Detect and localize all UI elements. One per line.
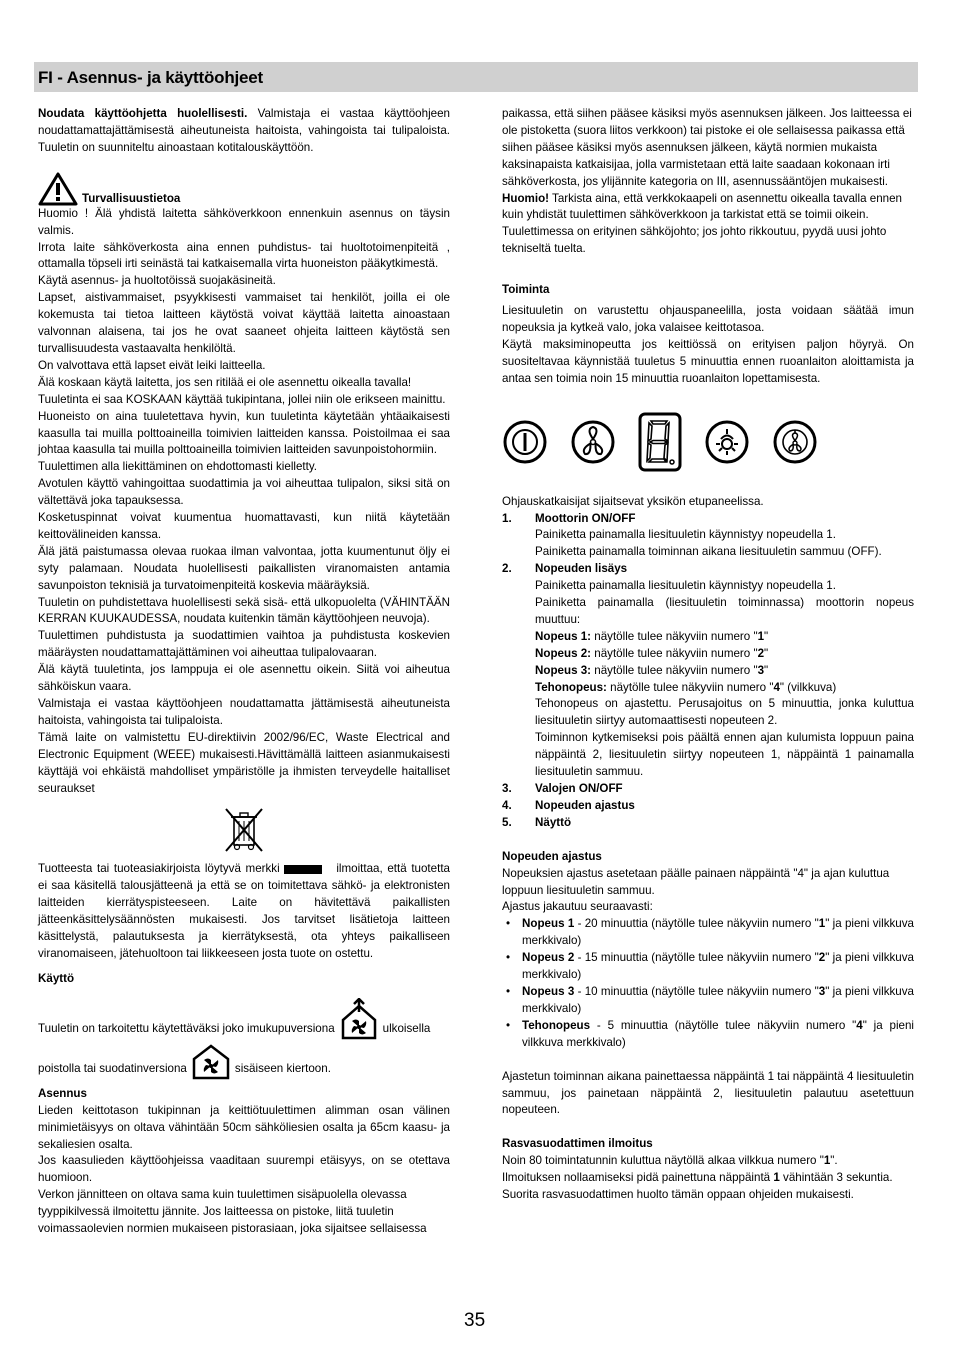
speed-label: Nopeus 2: bbox=[535, 646, 592, 660]
rasva-text: ". bbox=[830, 1154, 838, 1168]
weee-text-after: ilmoittaa, että tuotetta ei saa käsitellä talousjätteenä ja että se on toimitettava sähkö- ja elektronisten laitteiden kierrätyspisteeseen. Laite on hävitettävä paikallisten jätteenkäsittelysäännösten mukaisesti. Jos tarvitset lisätietoja laitteen käsittelystä, palautuksesta ja kierrätyksestä, ota yhteys paikalliseen viranomaiseen, jätehuoltoon tai liikkeeseen josta tuote on ostettu. bbox=[38, 862, 450, 960]
list-line: Tehonopeus on ajastettu. Perusajoitus on 5 minuuttia, jonka kuluttua liesituuletin siirtyy automaattisesti nopeuteen 2. bbox=[535, 697, 914, 728]
intro-text: Valmistaja ei vastaa käyttöohjeen noudattamattajättämisestä aiheutuneista haitoista, vahingoista tai tulipaloista. Tuuletin on suunniteltu ainoastaan kotitalouskäyttöön. bbox=[38, 107, 450, 154]
safety-para: Tuulettimen alla liekittäminen on ehdottomasti kielletty. bbox=[38, 460, 318, 474]
list-item bbox=[502, 561, 914, 781]
safety-para: Valmistaja ei vastaa käyttöohjeen noudattamatta jättämisestä aiheutuneista haitoista, vahingoista tai tulipaloista. bbox=[38, 697, 450, 727]
safety-para: Tuulettimen puhdistusta ja suodattimien vaihtoa ja puhdistusta koskevien määräysten noudattamattajättäminen voi aiheuttaa tulipalovaaran. bbox=[38, 629, 450, 660]
speed-label: Nopeus 1: bbox=[535, 629, 592, 643]
kaytto-title: Käyttö bbox=[38, 971, 75, 985]
safety-heading-row bbox=[38, 172, 450, 206]
safety-para: Lapset, aistivammaiset, psyykkisesti vammaiset tai henkilöt, joilla ei ole kokemusta tai tietoa laitteen käytöstä voivat käyttää laitetta ainoastaan valvonnan alaisena, tai jos he ovat saaneet ohjeita laitteen käytöstä sen turvallisuudesta vastaavalta henkilöltä. bbox=[38, 291, 450, 355]
speed-line bbox=[535, 646, 914, 663]
rasva-number: 1 bbox=[823, 1154, 831, 1168]
ajastus-para-1: Nopeuksien ajastus asetetaan päälle painaen näppäintä "4" ja ajan kuluttua loppuun liesituuletin sammuu. bbox=[502, 866, 890, 897]
list-line: Painiketta painamalla (liesituuletin toiminnassa) moottorin nopeus muuttuu: bbox=[535, 596, 914, 626]
toiminta-para-2: Käytä maksiminopeutta jos keittiössä on erityisen paljon höyryä. On suositeltavaa käynnistää tuuletus 5 minuuttia ennen ruoanlaiton aloittamista ja antaa sen toimia noin 15 minuuttia ruoanlaiton lopettamisesta. bbox=[502, 337, 914, 385]
bullet-tail: " ja pieni vilkkuva merkkivalo) bbox=[522, 984, 914, 1015]
usage-text-d: sisäiseen kiertoon. bbox=[234, 1061, 331, 1075]
safety-para: Kosketuspinnat voivat kuumentua huomattavasti, kun niitä käytetään keittovälineiden kanssa. bbox=[38, 511, 450, 541]
section-header-bar bbox=[34, 62, 918, 92]
safety-para: Huoneisto on aina tuuletettava hyvin, kun tuuletinta käytetään yhtäaikaisesti kaasulla tai muilla polttoaineilla toimivien laitteiden kanssa. Poistoilmaa ei saa johtaa kaasulla tai muilla polttoaineilla toimivien laitteiden savunpoistohormiin. bbox=[38, 409, 450, 457]
bullet-text: - 20 minuuttia (näytölle tulee näkyviin numero " bbox=[574, 917, 819, 931]
intro-bold: Noudata käyttöohjetta huolellisesti. bbox=[38, 107, 248, 120]
rasva-text: Ilmoituksen nollaamiseksi pidä painettuna näppäintä bbox=[502, 1171, 774, 1185]
list-title: Valojen ON/OFF bbox=[535, 782, 623, 795]
huomio-text: Tarkista aina, että verkkokaapeli on asennettu oikealla tavalla ennen kuin yhdistät tuulettimen sähköverkkoon ja tarkistat että se toimii oikein. bbox=[502, 191, 902, 222]
page-title: FI - Asennus- ja käyttöohjeet bbox=[38, 68, 263, 87]
safety-para: Tuuletin on puhdistettava huolellisesti sekä sisä- että ulkopuolelta (VÄHINTÄÄN KERRAN KUUKAUDESSA, noudata kuitenkin tämän käyttöohjeen neuvoja). bbox=[38, 595, 450, 626]
safety-title: Turvallisuustietoa bbox=[82, 191, 181, 205]
list-number: 3. bbox=[502, 782, 512, 795]
list-title: Moottorin ON/OFF bbox=[535, 511, 636, 525]
rasva-para-1 bbox=[502, 1153, 914, 1170]
list-item bbox=[502, 511, 914, 562]
left-column bbox=[38, 106, 450, 1238]
usage-text-b: ulkoisella bbox=[382, 1021, 431, 1035]
ajastus-bullet bbox=[502, 984, 914, 1018]
list-title: Näyttö bbox=[535, 815, 572, 829]
bullet-text: - 15 minuuttia (näytölle tulee näkyviin numero " bbox=[574, 951, 819, 965]
safety-para: Älä koskaan käytä laitetta, jos sen ritilää ei ole asennettu oikealla tavalla! bbox=[38, 375, 412, 389]
rasva-para-2 bbox=[502, 1170, 914, 1187]
light-icon bbox=[704, 419, 750, 465]
safety-para: Älä käytä tuuletinta, jos lamppuja ei ole asennettu oikein. Siitä voi aiheutua sähköiskun vaara. bbox=[38, 663, 450, 694]
bullet-label: Nopeus 3 bbox=[522, 984, 575, 998]
toiminta-para-1: Liesituuletin on varustettu ohjauspaneelilla, josta voidaan säätää imun nopeuksia ja kytkeä valo, joka valaisee keittotasoa. bbox=[502, 304, 914, 334]
list-title: Nopeuden lisäys bbox=[535, 562, 628, 576]
safety-para: Tämä laite on valmistettu EU-direktiivin 2002/96/EC, Waste Electrical and Electronic Equipment (WEEE) mukaisesti.Hävittämällä laitteen asianmukaisesti käyttäjä voi ehkäistä mahdolliset ympäristölle ja ihmisten terveydelle haitalliset seuraukset bbox=[38, 730, 450, 795]
ajastus-bullet bbox=[502, 950, 914, 984]
speed-label: Nopeus 3: bbox=[535, 663, 592, 677]
speed-text: näytölle tulee näkyviin numero " bbox=[591, 663, 758, 677]
safety-para: Käytä asennus- ja huoltotöissä suojakäsineitä. bbox=[38, 274, 276, 288]
bullet-label: Tehonopeus bbox=[522, 1018, 591, 1032]
rasva-text: vähintään 3 sekuntia. bbox=[779, 1171, 893, 1185]
speed-number: 3 bbox=[757, 663, 765, 677]
seven-segment-display-icon bbox=[638, 412, 682, 472]
speed-number: 1 bbox=[757, 629, 765, 643]
bullet-number: 3 bbox=[818, 984, 826, 998]
fan-icon bbox=[570, 419, 616, 465]
bullet-label: Nopeus 2 bbox=[522, 951, 575, 965]
speed-tail: " bbox=[764, 663, 769, 677]
rasva-para-3: Suorita rasvasuodattimen huolto tämän oppaan ohjeiden mukaisesti. bbox=[502, 1188, 854, 1202]
speed-text: näytölle tulee näkyviin numero " bbox=[606, 680, 774, 694]
safety-para: Irrota laite sähköverkosta aina ennen puhdistus- tai huoltotoimenpiteitä , ottamalla töpseli irti seinästä tai katkaisemalla virta huoneiston pääkytkimestä. bbox=[38, 240, 450, 271]
huomio-bold: Huomio! bbox=[502, 191, 550, 205]
usage-line-1 bbox=[38, 998, 450, 1040]
rasva-text: Noin 80 toimintatunnin kuluttua näytöllä alkaa vilkkua numero " bbox=[502, 1154, 824, 1168]
safety-para: Huomio ! Älä yhdistä laitetta sähköverkkoon ennenkuin asennus on täysin valmis. bbox=[38, 206, 450, 237]
page-number: 35 bbox=[464, 1310, 486, 1331]
asennus-para: Lieden keittotason tukipinnan ja keittiötuulettimen alimman osan välinen minimietäisyys on oltava vähintään 50cm sähköliesien osalta ja 65cm kaasu- ja sekaliesien osalta. bbox=[38, 1103, 450, 1151]
ajastus-para-3: Ajastetun toiminnan aikana painettaessa näppäintä 1 tai näppäintä 4 liesituuletin sammuu, jos painetaan näppäintä 2, liesituuletin palautuu asetettuun nopeuteen. bbox=[502, 1069, 914, 1117]
list-line: Painiketta painamalla liesituuletin käynnistyy nopeudella 1. bbox=[535, 528, 836, 542]
bullet-text: - 10 minuuttia (näytölle tulee näkyviin numero " bbox=[574, 984, 819, 998]
warning-triangle-icon bbox=[38, 172, 78, 206]
speed-tail: " bbox=[764, 646, 769, 660]
ajastus-bullet bbox=[502, 1018, 914, 1052]
speed-tail: " bbox=[764, 629, 769, 643]
weee-bar-mark bbox=[284, 865, 322, 874]
list-title: Nopeuden ajastus bbox=[535, 798, 635, 812]
fan-timer-icon bbox=[772, 419, 818, 465]
speed-tail: " (vilkkuva) bbox=[779, 680, 837, 694]
list-number: 2. bbox=[502, 562, 512, 576]
bullet-tail: " ja pieni vilkkuva merkkivalo) bbox=[522, 951, 914, 982]
speed-text: näytölle tulee näkyviin numero " bbox=[591, 629, 758, 643]
speed-number: 2 bbox=[757, 646, 765, 660]
huomio-paragraph bbox=[502, 191, 914, 225]
usage-text-c: poistolla tai suodatinversiona bbox=[38, 1061, 187, 1075]
weee-symbol-row bbox=[38, 805, 450, 853]
list-number: 4. bbox=[502, 798, 512, 812]
list-number: 5. bbox=[502, 815, 512, 829]
weee-text-before: Tuotteesta tai tuoteasiakirjoista löytyvä merkki bbox=[38, 862, 280, 876]
cable-paragraph: Tuulettimessa on erityinen sähköjohto; jos johto rikkoutuu, pyydä uusi johto tekniseltä tuelta. bbox=[502, 225, 887, 256]
list-item bbox=[502, 815, 914, 832]
ducted-house-icon bbox=[339, 998, 379, 1040]
safety-para: Älä jätä paistumassa olevaa ruokaa ilman valvontaa, jotta kuumentunut öljy ei syty palamaan. Noudata huolellisesti paikallisten viranomaisten antamia savunpoiston teknisiä ja turvatoimenpiteitä koskevia määräyksiä. bbox=[38, 544, 450, 592]
safety-para: On valvottava että lapset eivät leiki laitteella. bbox=[38, 358, 266, 372]
controls-intro: Ohjauskatkaisijat sijaitsevat yksikön etupaneelissa. bbox=[502, 494, 764, 508]
bullet-text: - 5 minuuttia (näytölle tulee näkyviin numero " bbox=[590, 1018, 857, 1032]
asennus-para: Jos kaasulieden käyttöohjeissa vaaditaan suurempi etäisyys, on se otettava huomioon. bbox=[38, 1154, 450, 1185]
bullet-label: Nopeus 1 bbox=[522, 917, 575, 931]
speed-text: näytölle tulee näkyviin numero " bbox=[591, 646, 758, 660]
control-panel-icons bbox=[502, 412, 914, 472]
rasva-number: 1 bbox=[773, 1171, 780, 1185]
list-line: Painiketta painamalla toiminnan aikana liesituuletin sammuu (OFF). bbox=[535, 545, 882, 559]
weee-paragraph bbox=[38, 861, 450, 962]
asennus-title: Asennus bbox=[38, 1086, 87, 1100]
crossed-out-bin-icon bbox=[220, 805, 268, 853]
speed-line bbox=[535, 629, 914, 646]
bullet-number: 4 bbox=[856, 1018, 863, 1032]
right-column bbox=[502, 106, 914, 1204]
recirculation-house-icon bbox=[191, 1044, 231, 1080]
power-icon bbox=[502, 419, 548, 465]
speed-label: Tehonopeus: bbox=[535, 680, 607, 694]
safety-para: Tuuletinta ei saa KOSKAAN käyttää tukipintana, jollei niin ole erikseen mainittu. bbox=[38, 392, 446, 406]
list-number: 1. bbox=[502, 511, 512, 525]
speed-line bbox=[535, 663, 914, 680]
toiminta-title: Toiminta bbox=[502, 283, 550, 297]
usage-line-2 bbox=[38, 1044, 450, 1080]
list-item bbox=[502, 781, 914, 798]
bullet-number: 2 bbox=[818, 951, 826, 965]
rasva-title: Rasvasuodattimen ilmoitus bbox=[502, 1137, 653, 1151]
usage-text-a: Tuuletin on tarkoitettu käytettäväksi joko imukupuversiona bbox=[38, 1021, 335, 1035]
safety-para: Avotulen käyttö vahingoittaa suodattimia ja voi aiheuttaa tulipalon, siksi sitä on vältettävä joka tapauksessa. bbox=[38, 477, 450, 508]
bullet-tail: " ja pieni vilkkuva merkkivalo) bbox=[522, 1018, 914, 1049]
list-line: Painiketta painamalla liesituuletin käynnistyy nopeudella 1. bbox=[535, 579, 836, 593]
list-line: Toiminnon kytkemiseksi pois päältä ennen ajan kulumista loppuun paina näppäintä 2, liesituuletin siirtyy nopeuteen 1, näppäintä 1 painamalla liesituuletin sammuu. bbox=[535, 731, 914, 779]
intro-paragraph bbox=[38, 106, 450, 157]
asennus-para: Verkon jännitteen on oltava sama kuin tuulettimen sisäpuolella olevassa tyyppikilvessä ilmoitettu jännite. Jos laitteessa on pistoke, liitä tuuletin voimassaolevien normien mukaiseen pistorasiaan, joka sijaitsee sellaisessa bbox=[38, 1188, 427, 1236]
speed-number: 4 bbox=[773, 680, 780, 694]
controls-list bbox=[502, 511, 914, 832]
ajastus-para-2: Ajastus jakautuu seuraavasti: bbox=[502, 900, 653, 914]
bullet-number: 1 bbox=[818, 917, 826, 931]
ajastus-title: Nopeuden ajastus bbox=[502, 849, 602, 863]
ajastus-bullet bbox=[502, 916, 914, 950]
bullet-tail: " ja pieni vilkkuva merkkivalo) bbox=[522, 917, 914, 948]
speed-line bbox=[535, 680, 914, 697]
continued-paragraph: paikassa, että siihen pääsee käsiksi myös asennuksen jälkeen. Jos laitteessa ei ole pistoketta (suora liitos verkkoon) tai pistoke ei ole sellaisessa paikassa että siihen pääsee käsiksi myös asennuksen jälkeen, käytä normien mukaista kaksinapaista katkaisijaa, jolla varmistetaan että laite saadaan kokonaan irti sähköverkosta, jos ylijännite kategoria on III, asennussääntöjen mukaisesti. bbox=[502, 107, 912, 188]
list-item bbox=[502, 798, 914, 815]
